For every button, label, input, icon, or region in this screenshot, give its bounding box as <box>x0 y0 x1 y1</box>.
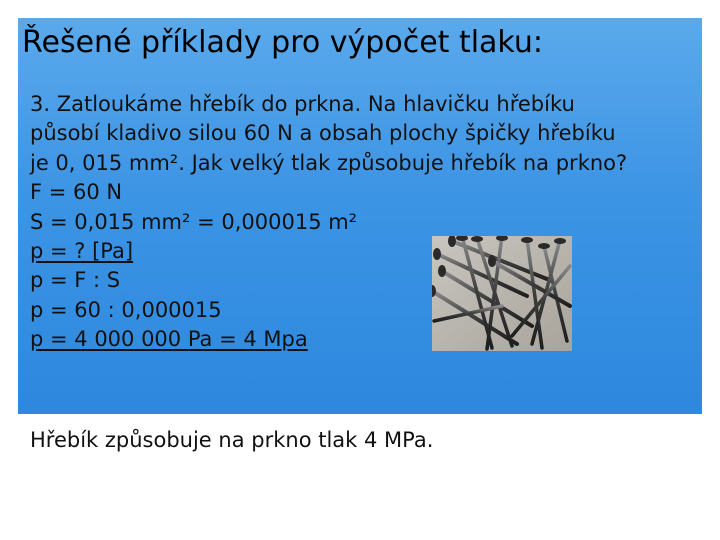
nails-illustration <box>432 236 572 351</box>
conclusion-text: Hřebík způsobuje na prkno tlak 4 MPa. <box>30 428 434 452</box>
given-force: F = 60 N <box>30 180 123 205</box>
problem-text <box>30 90 702 355</box>
pressure-result: p = 4 000 000 Pa = 4 Mpa <box>30 327 308 352</box>
pressure-formula: p = F : S <box>30 268 121 293</box>
given-area: S = 0,015 mm² = 0,000015 m² <box>30 209 358 234</box>
slide-title: Řešené příklady pro výpočet tlaku: <box>22 25 544 60</box>
unknown-pressure: p = ? [Pa] <box>30 238 134 263</box>
problem-line-1: 3. Zatloukáme hřebík do prkna. Na hlavičku hřebíku <box>30 92 575 116</box>
unknown-line <box>30 237 702 266</box>
result-line <box>30 325 702 354</box>
problem-line-3: je 0, 015 mm². Jak velký tlak způsobuje hřebík na prkno? <box>30 150 628 175</box>
problem-line-2: působí kladivo silou 60 N a obsah plochy špičky hřebíku <box>30 121 616 146</box>
nails-photo <box>432 236 572 351</box>
pressure-substitution: p = 60 : 0,000015 <box>30 297 222 322</box>
